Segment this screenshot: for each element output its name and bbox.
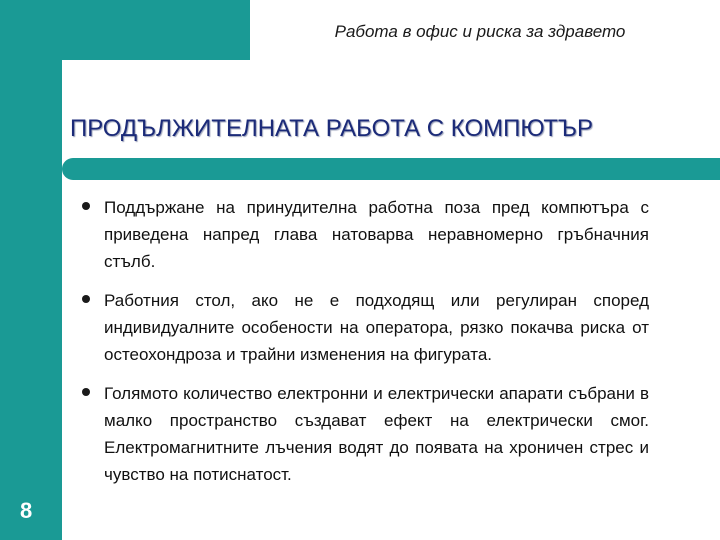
bullet-item xyxy=(82,194,650,275)
slide-title: ПРОДЪЛЖИТЕЛНАТА РАБОТА С КОМПЮТЪР xyxy=(70,115,593,142)
bullet-text: Поддържане на принудителна работна поза пред компютъра с приведена напред глава натоварва неравномерно гръбначния стълб. xyxy=(104,198,649,271)
bullet-dot-icon xyxy=(82,202,90,210)
title-divider-bar xyxy=(62,158,720,180)
header-text: Работа в офис и риска за здравето xyxy=(334,22,626,41)
page-number: 8 xyxy=(20,498,33,523)
bullet-text: Голямото количество електронни и електрически апарати събрани в малко пространство създават ефект на електрически смог. Електромагнитните лъчения водят до появата на хроничен стрес и чувство на потиснатост. xyxy=(104,384,649,484)
bullet-item xyxy=(82,380,650,488)
bullet-item xyxy=(82,287,650,368)
bullet-dot-icon xyxy=(82,295,90,303)
corner-curve xyxy=(62,60,102,100)
top-accent-block xyxy=(62,0,250,60)
bullet-text: Работния стол, ако не е подходящ или регулиран според индивидуалните особености на оператора, рязко покачва риска от остеохондроза и трайни изменения на фигурата. xyxy=(104,291,649,364)
left-accent-bar xyxy=(0,0,62,540)
bullet-list xyxy=(82,194,650,500)
bullet-dot-icon xyxy=(82,388,90,396)
